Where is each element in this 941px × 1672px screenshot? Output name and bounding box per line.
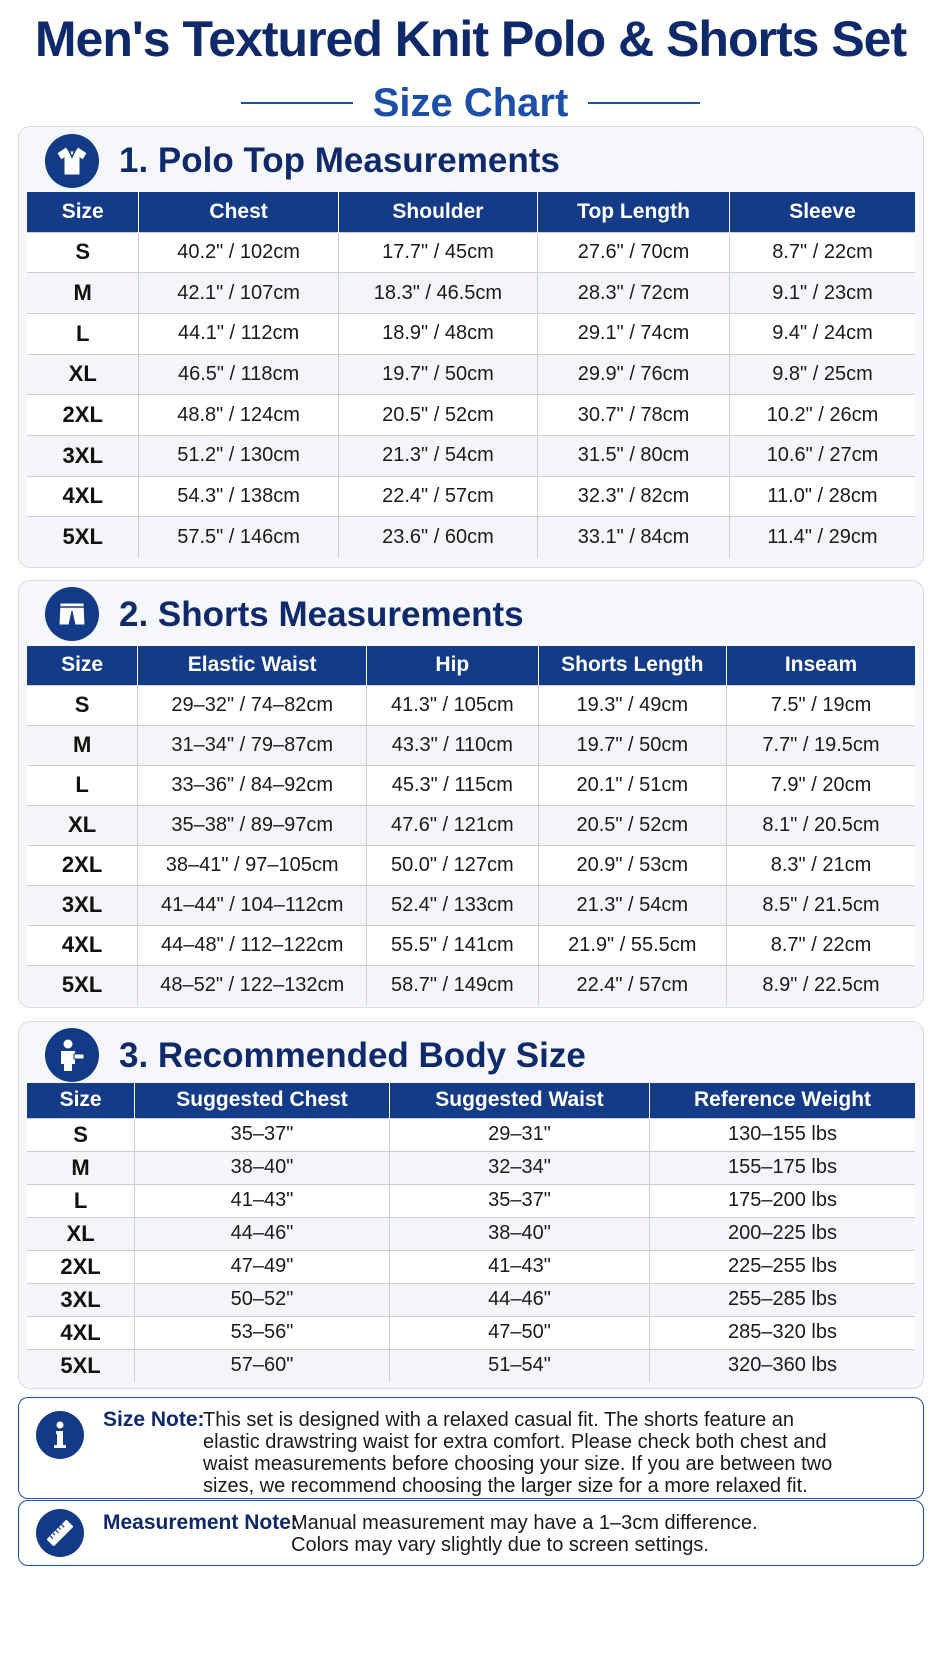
table-cell: 42.1" / 107cm bbox=[139, 273, 338, 314]
shorts-icon bbox=[45, 587, 99, 641]
table-cell: 10.6" / 27cm bbox=[729, 435, 915, 476]
table-row bbox=[27, 1184, 915, 1217]
table-cell: 8.7" / 22cm bbox=[727, 925, 916, 965]
size-note-box bbox=[18, 1397, 924, 1499]
table-cell: 155–175 lbs bbox=[650, 1151, 915, 1184]
table-cell: 35–37" bbox=[389, 1184, 649, 1217]
size-cell: 5XL bbox=[27, 1349, 135, 1382]
size-cell: 4XL bbox=[27, 476, 139, 517]
table-cell: 21.3" / 54cm bbox=[538, 885, 726, 925]
shorts-section bbox=[18, 580, 924, 1008]
table-row bbox=[27, 765, 915, 805]
table-row bbox=[27, 925, 915, 965]
table-cell: 47–50" bbox=[389, 1316, 649, 1349]
table-cell: 44–48" / 112–122cm bbox=[138, 925, 367, 965]
table-cell: 9.8" / 25cm bbox=[729, 354, 915, 395]
size-cell: 2XL bbox=[27, 1250, 135, 1283]
table-cell: 7.9" / 20cm bbox=[727, 765, 916, 805]
size-cell: XL bbox=[27, 354, 139, 395]
table-cell: 38–40" bbox=[389, 1217, 649, 1250]
table-row bbox=[27, 354, 915, 395]
table-row bbox=[27, 435, 915, 476]
table-row bbox=[27, 476, 915, 517]
column-header: Size bbox=[27, 1083, 135, 1118]
table-cell: 57–60" bbox=[135, 1349, 390, 1382]
size-cell: 5XL bbox=[27, 965, 138, 1005]
table-cell: 30.7" / 78cm bbox=[538, 395, 730, 436]
table-cell: 54.3" / 138cm bbox=[139, 476, 338, 517]
table-cell: 8.3" / 21cm bbox=[727, 845, 916, 885]
table-cell: 11.0" / 28cm bbox=[729, 476, 915, 517]
table-cell: 22.4" / 57cm bbox=[338, 476, 537, 517]
size-cell: M bbox=[27, 273, 139, 314]
size-cell: S bbox=[27, 1118, 135, 1151]
column-header: Suggested Chest bbox=[135, 1083, 390, 1118]
table-cell: 29.9" / 76cm bbox=[538, 354, 730, 395]
table-row bbox=[27, 273, 915, 314]
table-cell: 285–320 lbs bbox=[650, 1316, 915, 1349]
page-subtitle: Size Chart bbox=[372, 80, 569, 125]
table-cell: 41.3" / 105cm bbox=[367, 685, 538, 725]
column-header: Shoulder bbox=[338, 192, 537, 232]
table-cell: 33.1" / 84cm bbox=[538, 517, 730, 558]
table-cell: 7.5" / 19cm bbox=[727, 685, 916, 725]
table-cell: 48–52" / 122–132cm bbox=[138, 965, 367, 1005]
table-cell: 23.6" / 60cm bbox=[338, 517, 537, 558]
table-cell: 31.5" / 80cm bbox=[538, 435, 730, 476]
measuring-person-icon bbox=[45, 1028, 99, 1082]
page-title: Men's Textured Knit Polo & Shorts Set bbox=[34, 11, 907, 67]
shorts-section-title: 2. Shorts Measurements bbox=[119, 595, 524, 634]
table-cell: 21.9" / 55.5cm bbox=[538, 925, 726, 965]
table-cell: 41–43" bbox=[135, 1184, 390, 1217]
table-cell: 50–52" bbox=[135, 1283, 390, 1316]
table-row bbox=[27, 1250, 915, 1283]
table-cell: 8.9" / 22.5cm bbox=[727, 965, 916, 1005]
body-section-title: 3. Recommended Body Size bbox=[119, 1036, 586, 1075]
subtitle-divider-right bbox=[588, 102, 700, 104]
body-size-table bbox=[27, 1083, 915, 1382]
measurement-note-box bbox=[18, 1500, 924, 1566]
table-row bbox=[27, 1316, 915, 1349]
table-cell: 44–46" bbox=[135, 1217, 390, 1250]
table-cell: 19.7" / 50cm bbox=[538, 725, 726, 765]
column-header: Suggested Waist bbox=[389, 1083, 649, 1118]
info-icon bbox=[36, 1411, 84, 1459]
table-cell: 28.3" / 72cm bbox=[538, 273, 730, 314]
ruler-icon bbox=[36, 1509, 84, 1557]
table-row bbox=[27, 965, 915, 1005]
column-header: Elastic Waist bbox=[138, 646, 367, 685]
table-cell: 51–54" bbox=[389, 1349, 649, 1382]
column-header: Size bbox=[27, 192, 139, 232]
size-cell: XL bbox=[27, 1217, 135, 1250]
measurement-note-label: Measurement Note: bbox=[103, 1511, 298, 1534]
table-cell: 255–285 lbs bbox=[650, 1283, 915, 1316]
size-cell: L bbox=[27, 313, 139, 354]
subtitle-divider-left bbox=[241, 102, 353, 104]
size-cell: M bbox=[27, 725, 138, 765]
table-cell: 8.5" / 21.5cm bbox=[727, 885, 916, 925]
column-header: Size bbox=[27, 646, 138, 685]
table-cell: 29–31" bbox=[389, 1118, 649, 1151]
size-note-label: Size Note: bbox=[103, 1408, 205, 1431]
column-header: Reference Weight bbox=[650, 1083, 915, 1118]
table-cell: 31–34" / 79–87cm bbox=[138, 725, 367, 765]
polo-table bbox=[27, 192, 915, 558]
table-row bbox=[27, 395, 915, 436]
table-header-row bbox=[27, 1083, 915, 1118]
size-cell: 4XL bbox=[27, 925, 138, 965]
table-cell: 32.3" / 82cm bbox=[538, 476, 730, 517]
table-cell: 41–44" / 104–112cm bbox=[138, 885, 367, 925]
table-cell: 47.6" / 121cm bbox=[367, 805, 538, 845]
size-cell: S bbox=[27, 232, 139, 273]
table-cell: 11.4" / 29cm bbox=[729, 517, 915, 558]
table-cell: 9.1" / 23cm bbox=[729, 273, 915, 314]
table-cell: 225–255 lbs bbox=[650, 1250, 915, 1283]
subtitle-row bbox=[0, 78, 941, 128]
table-cell: 35–38" / 89–97cm bbox=[138, 805, 367, 845]
table-cell: 20.5" / 52cm bbox=[338, 395, 537, 436]
table-row bbox=[27, 1283, 915, 1316]
table-cell: 20.5" / 52cm bbox=[538, 805, 726, 845]
column-header: Chest bbox=[139, 192, 338, 232]
table-cell: 38–41" / 97–105cm bbox=[138, 845, 367, 885]
table-cell: 22.4" / 57cm bbox=[538, 965, 726, 1005]
table-header-row bbox=[27, 646, 915, 685]
table-row bbox=[27, 1151, 915, 1184]
size-cell: 3XL bbox=[27, 435, 139, 476]
size-cell: XL bbox=[27, 805, 138, 845]
table-cell: 20.9" / 53cm bbox=[538, 845, 726, 885]
table-cell: 8.1" / 20.5cm bbox=[727, 805, 916, 845]
column-header: Top Length bbox=[538, 192, 730, 232]
table-cell: 19.3" / 49cm bbox=[538, 685, 726, 725]
column-header: Sleeve bbox=[729, 192, 915, 232]
table-row bbox=[27, 313, 915, 354]
table-row bbox=[27, 725, 915, 765]
table-cell: 9.4" / 24cm bbox=[729, 313, 915, 354]
polo-section-title: 1. Polo Top Measurements bbox=[119, 141, 560, 180]
table-cell: 35–37" bbox=[135, 1118, 390, 1151]
table-cell: 10.2" / 26cm bbox=[729, 395, 915, 436]
table-row bbox=[27, 805, 915, 845]
table-cell: 32–34" bbox=[389, 1151, 649, 1184]
table-cell: 7.7" / 19.5cm bbox=[727, 725, 916, 765]
table-cell: 29–32" / 74–82cm bbox=[138, 685, 367, 725]
column-header: Shorts Length bbox=[538, 646, 726, 685]
table-header-row bbox=[27, 192, 915, 232]
table-cell: 44.1" / 112cm bbox=[139, 313, 338, 354]
shirt-icon bbox=[45, 134, 99, 188]
table-cell: 29.1" / 74cm bbox=[538, 313, 730, 354]
table-cell: 41–43" bbox=[389, 1250, 649, 1283]
table-row bbox=[27, 845, 915, 885]
table-cell: 175–200 lbs bbox=[650, 1184, 915, 1217]
table-cell: 50.0" / 127cm bbox=[367, 845, 538, 885]
table-row bbox=[27, 232, 915, 273]
table-row bbox=[27, 885, 915, 925]
column-header: Inseam bbox=[727, 646, 916, 685]
size-cell: 2XL bbox=[27, 395, 139, 436]
table-cell: 38–40" bbox=[135, 1151, 390, 1184]
table-cell: 20.1" / 51cm bbox=[538, 765, 726, 805]
table-cell: 45.3" / 115cm bbox=[367, 765, 538, 805]
table-row bbox=[27, 517, 915, 558]
table-cell: 51.2" / 130cm bbox=[139, 435, 338, 476]
table-cell: 58.7" / 149cm bbox=[367, 965, 538, 1005]
column-header: Hip bbox=[367, 646, 538, 685]
table-cell: 19.7" / 50cm bbox=[338, 354, 537, 395]
size-cell: 3XL bbox=[27, 885, 138, 925]
body-size-section bbox=[18, 1021, 924, 1389]
table-cell: 57.5" / 146cm bbox=[139, 517, 338, 558]
table-cell: 40.2" / 102cm bbox=[139, 232, 338, 273]
table-cell: 18.9" / 48cm bbox=[338, 313, 537, 354]
polo-section bbox=[18, 126, 924, 568]
table-cell: 47–49" bbox=[135, 1250, 390, 1283]
size-cell: M bbox=[27, 1151, 135, 1184]
table-cell: 17.7" / 45cm bbox=[338, 232, 537, 273]
size-cell: 3XL bbox=[27, 1283, 135, 1316]
table-cell: 130–155 lbs bbox=[650, 1118, 915, 1151]
table-row bbox=[27, 1217, 915, 1250]
table-cell: 48.8" / 124cm bbox=[139, 395, 338, 436]
table-row bbox=[27, 1349, 915, 1382]
table-cell: 52.4" / 133cm bbox=[367, 885, 538, 925]
table-cell: 46.5" / 118cm bbox=[139, 354, 338, 395]
size-cell: L bbox=[27, 1184, 135, 1217]
table-cell: 33–36" / 84–92cm bbox=[138, 765, 367, 805]
size-cell: S bbox=[27, 685, 138, 725]
table-cell: 43.3" / 110cm bbox=[367, 725, 538, 765]
table-cell: 200–225 lbs bbox=[650, 1217, 915, 1250]
size-cell: 5XL bbox=[27, 517, 139, 558]
table-cell: 44–46" bbox=[389, 1283, 649, 1316]
table-cell: 320–360 lbs bbox=[650, 1349, 915, 1382]
size-cell: L bbox=[27, 765, 138, 805]
table-cell: 55.5" / 141cm bbox=[367, 925, 538, 965]
table-cell: 21.3" / 54cm bbox=[338, 435, 537, 476]
table-row bbox=[27, 685, 915, 725]
table-cell: 8.7" / 22cm bbox=[729, 232, 915, 273]
table-cell: 53–56" bbox=[135, 1316, 390, 1349]
table-row bbox=[27, 1118, 915, 1151]
table-cell: 18.3" / 46.5cm bbox=[338, 273, 537, 314]
size-note-text: This set is designed with a relaxed casual fit. The shorts feature an elastic drawstring waist for extra comfort. Please check both chest and waist measurements before choosing your size. If you are between two sizes, we recommend choosing the larger size for a more relaxed fit. bbox=[203, 1409, 833, 1497]
size-cell: 2XL bbox=[27, 845, 138, 885]
shorts-table bbox=[27, 646, 915, 1005]
table-cell: 27.6" / 70cm bbox=[538, 232, 730, 273]
size-cell: 4XL bbox=[27, 1316, 135, 1349]
measurement-note-text: Manual measurement may have a 1–3cm difference. Colors may vary slightly due to screen settings. bbox=[291, 1512, 758, 1556]
